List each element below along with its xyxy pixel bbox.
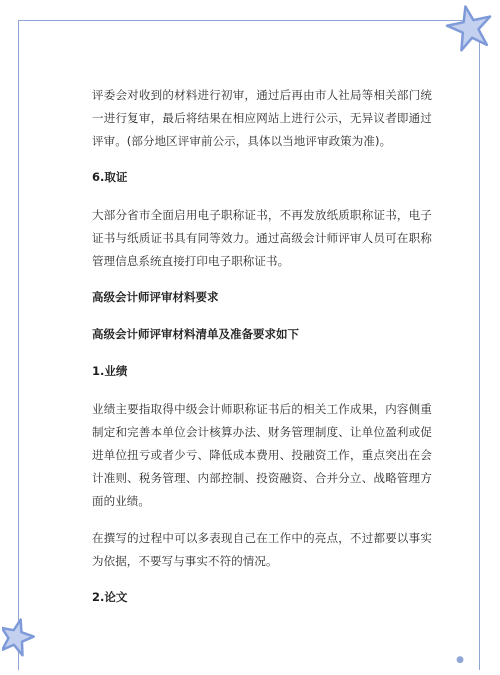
paragraph-performance: 业绩主要指取得中级会计师职称证书后的相关工作成果，内容侧重制定和完善本单位会计核算办法、财务管理制度、让单位盈利或促进单位扭亏或者少亏、降低成本费用、投融资工作，重点突出在会计准则、税务管理、内部控制、投资融资、合并分立、战略管理方面的业绩。 xyxy=(92,402,432,508)
heading-checklist: 高级会计师评审材料清单及准备要求如下 xyxy=(92,327,299,341)
paragraph-certificate: 大部分省市全面启用电子职称证书，不再发放纸质职称证书，电子证书与纸质证书具有同等效力。通过高级会计师评审人员可在职称管理信息系统直接打印电子职称证书。 xyxy=(92,208,432,268)
corner-dot-icon: ● xyxy=(456,655,464,665)
star-icon xyxy=(2,617,36,657)
heading-performance: 1.业绩 xyxy=(92,364,128,378)
star-icon xyxy=(444,4,496,52)
paragraph-writing: 在撰写的过程中可以多表现自己在工作中的亮点，不过都要以事实为依据，不要写与事实不符的情况。 xyxy=(92,531,432,568)
document-body xyxy=(92,84,432,624)
paragraph-review: 评委会对收到的材料进行初审，通过后再由市人社局等相关部门统一进行复审，最后将结果在相应网站上进行公示，无异议者即通过评审。(部分地区评审前公示，具体以当地评审政策为准)。 xyxy=(92,88,432,148)
heading-requirements: 高级会计师评审材料要求 xyxy=(92,290,219,304)
heading-thesis: 2.论文 xyxy=(92,590,128,604)
heading-certificate: 6.取证 xyxy=(92,170,128,184)
